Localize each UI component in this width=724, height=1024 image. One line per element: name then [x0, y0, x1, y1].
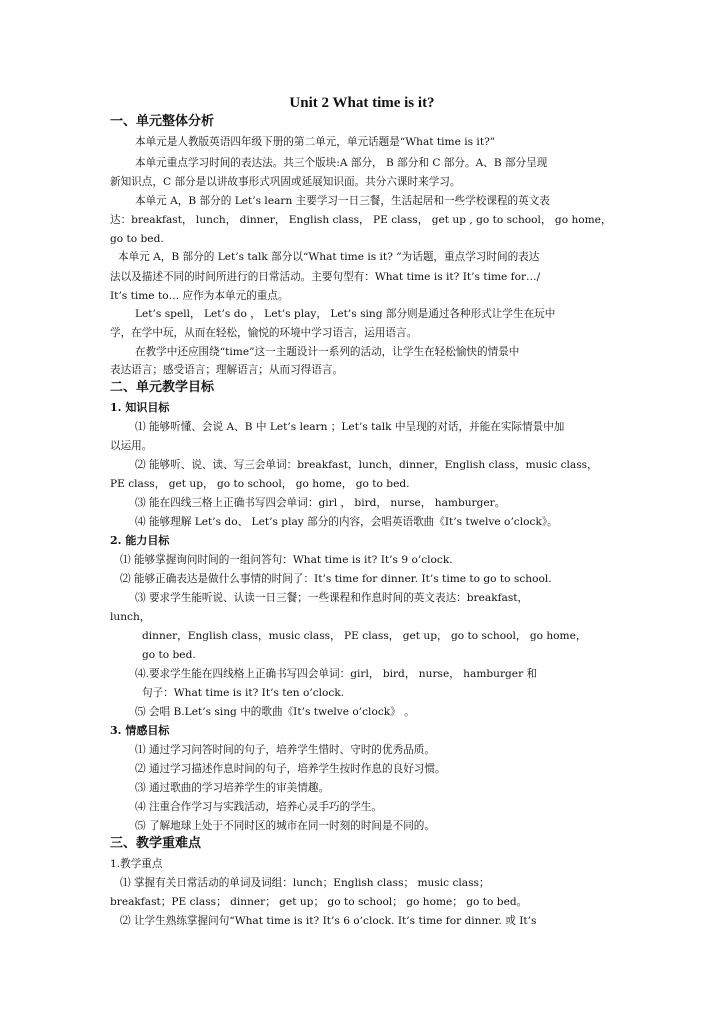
list-item: ⑵ 能够听、说、读、写三会单词：breakfast，lunch，dinner，English class，music class，	[135, 459, 598, 471]
list-item: ⑴ 掌握有关日常活动的单词及词组：lunch；English class； music class；	[120, 877, 490, 889]
list-item: PE class， get up， go to school， go home， go to bed.	[110, 478, 410, 490]
list-item: 句子：What time is it? It’s ten o’clock.	[142, 687, 345, 699]
list-item: dinner，English class，music class， PE class， get up， go to school， go home，	[142, 630, 587, 642]
list-item: ⑴ 能够听懂、会说 A、B 中 Let’s learn ；Let’s talk 中呈现的对话，并能在实际情景中加	[135, 421, 565, 433]
paragraph-line: 本单元是人教版英语四年级下册的第二单元，单元话题是“What time is it?”	[135, 136, 496, 148]
paragraph-line: 本单元重点学习时间的表达法。共三个版块:A 部分， B 部分和 C 部分。A、B 部分呈现	[135, 157, 548, 169]
subsection-heading-knowledge: 1. 知识目标	[110, 401, 170, 414]
paragraph-line: 本单元 A，B 部分的 Let’s talk 部分以“What time is it? ”为话题，重点学习时间的表达	[118, 251, 540, 263]
list-item: 以运用。	[110, 440, 153, 452]
list-item: ⑷ 注重合作学习与实践活动，培养心灵手巧的学生。	[135, 801, 383, 813]
subsection-heading-focus: 1.教学重点	[110, 858, 163, 870]
paragraph-line: 在教学中还应围绕“time”这一主题设计一系列的活动，让学生在轻松愉快的情景中	[135, 346, 520, 358]
list-item: ⑵ 让学生熟练掌握问句“What time is it? It’s 6 o’clock. It’s time for dinner. 或 It’s	[120, 915, 537, 927]
paragraph-line: 达：breakfast， lunch， dinner， English class， PE class， get up , go to school， go home，	[110, 214, 612, 226]
list-item: ⑷.要求学生能在四线格上正确书写四会单词：girl， bird， nurse， hamburger 和	[135, 668, 538, 680]
list-item: ⑵ 能够正确表达是做什么事情的时间了：It’s time for dinner. It’s time to go to school.	[120, 573, 552, 585]
paragraph-line: 本单元 A，B 部分的 Let’s learn 主要学习一日三餐，生活起居和一些学校课程的英文表	[135, 195, 550, 207]
list-item: ⑴ 通过学习问答时间的句子，培养学生惜时、守时的优秀品质。	[135, 744, 435, 756]
list-item: ⑴ 能够掌握询问时间的一组问答句：What time is it? It’s 9 o’clock.	[120, 554, 453, 566]
section-heading-analysis: 一、单元整体分析	[110, 114, 215, 129]
section-heading-key-points: 三、教学重难点	[110, 836, 202, 851]
list-item: breakfast；PE class； dinner； get up； go to school； go home； go to bed。	[110, 896, 528, 908]
list-item: ⑶ 要求学生能听说、认读一日三餐；一些课程和作息时间的英文表达：breakfast，	[135, 592, 529, 604]
list-item: ⑶ 能在四线三格上正确书写四会单词：girl ， bird， nurse， hamburger。	[135, 497, 506, 509]
paragraph-line: go to bed.	[110, 233, 164, 245]
list-item: ⑷ 能够理解 Let’s do、 Let’s play 部分的内容，会唱英语歌曲《It’s twelve o’clock》。	[135, 516, 558, 528]
subsection-heading-emotion: 3. 情感目标	[110, 724, 170, 737]
list-item: ⑵ 通过学习描述作息时间的句子，培养学生按时作息的良好习惯。	[135, 763, 446, 775]
section-heading-objectives: 二、单元教学目标	[110, 380, 215, 395]
paragraph-line: 新知识点，C 部分是以讲故事形式巩固或延展知识面。共分六课时来学习。	[110, 176, 461, 188]
list-item: ⑸ 了解地球上处于不同时区的城市在同一时刻的时间是不同的。	[135, 820, 435, 832]
paragraph-line: It’s time to… 应作为本单元的重点。	[110, 290, 289, 302]
subsection-heading-ability: 2. 能力目标	[110, 534, 170, 547]
paragraph-line: Let’s spell， Let’s do ， Let’s play， Let’s sing 部分则是通过各种形式让学生在玩中	[135, 308, 556, 320]
paragraph-line: 表达语言；感受语言；理解语言；从而习得语言。	[110, 364, 344, 376]
paragraph-line: 学，在学中玩，从而在轻松，愉悦的环境中学习语言，运用语言。	[110, 327, 418, 339]
list-item: ⑸ 会唱 B.Let’s sing 中的歌曲《It’s twelve o’clock》 。	[135, 706, 415, 718]
document-title: Unit 2 What time is it?	[289, 95, 435, 111]
list-item: ⑶ 通过歌曲的学习培养学生的审美情趣。	[135, 782, 330, 794]
paragraph-line: 法以及描述不同的时间所进行的日常活动。主要句型有：What time is it? It’s time for…/	[110, 271, 541, 283]
list-item: go to bed.	[142, 649, 196, 661]
list-item: lunch，	[110, 611, 151, 623]
